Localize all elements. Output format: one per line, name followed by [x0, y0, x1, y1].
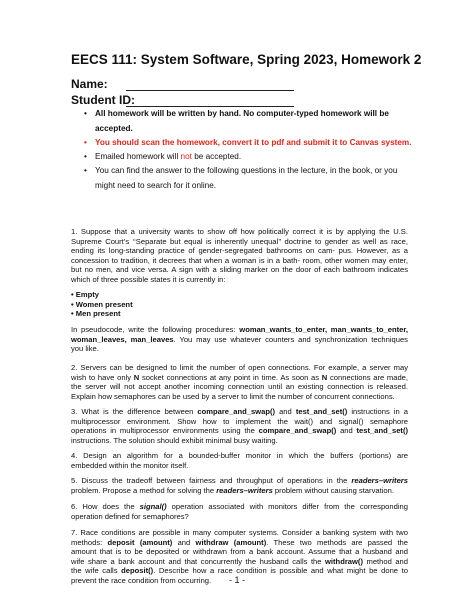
q2-line: 2. Servers can be designed to limit the number of open connections. For example, a server may — [71, 363, 408, 372]
q1-procedure-names: woman_leaves, man_leaves — [71, 334, 174, 344]
question-5 — [71, 476, 408, 495]
state-men-present: • Men present — [71, 309, 121, 319]
page-number: - 1 - — [228, 575, 245, 585]
instruction-text: be accepted. — [191, 152, 242, 161]
question-1 — [71, 227, 408, 285]
q1-line: 1. Suppose that a university wants to show off how politically correct it is by applying the U.S. — [71, 227, 408, 236]
question-6 — [71, 502, 408, 521]
q3-text: instructions in a — [347, 407, 409, 416]
q1-text: . You may use whatever counters and synchronization techniques — [173, 334, 408, 344]
q6-text: operation associated with monitors differ from the corresponding — [166, 502, 408, 511]
q7-withdraw: withdraw (amount) — [195, 537, 267, 547]
q7-text: . Describe how a race condition is possible and what might be done to — [153, 566, 408, 576]
instruction-text: Emailed homework will — [95, 152, 181, 161]
q6-line: operation defined for semaphores? — [71, 511, 189, 521]
q2-text: socket connections at any point in time. As soon as — [139, 372, 322, 382]
q1-line: ending its long-standing practice of gender-segregated bathrooms on cam- pus. However, as a — [71, 246, 408, 256]
q5-text: problem without causing starvation. — [272, 485, 394, 495]
q3-text: and — [336, 426, 357, 436]
q7-deposit: deposit() — [121, 566, 154, 576]
q3-text: operations in multiprocessor environments using the — [71, 426, 259, 436]
q3-text: and — [275, 407, 296, 416]
q7-line: amount that is to be deposited or withdrawn from a bank account. Assume that a husband and — [71, 547, 408, 557]
q7-text: methods: — [71, 537, 108, 547]
question-1-procedures — [71, 325, 408, 354]
q1-line: Supreme Court’s ‘‘Separate but equal is inherently unequal’’ doctrine to gender as well as race, — [71, 236, 408, 246]
q1-procedure-names: woman_wants_to_enter, man_wants_to_enter, — [239, 325, 408, 334]
q3-tas: test_and_set() — [356, 426, 409, 436]
bullet-icon: • — [84, 109, 87, 118]
instruction-item-resources — [84, 163, 414, 193]
q2-n: N — [321, 372, 328, 382]
q2-line: Explain how semaphores can be used by a server to limit the number of concurrent connections. — [71, 391, 395, 401]
instruction-item-handwritten — [84, 106, 414, 136]
q6-signal: signal() — [139, 502, 167, 511]
q5-readers-writers: readers–writers — [351, 476, 408, 485]
q7-text: the wife calls — [71, 566, 122, 576]
state-empty: • Empty — [71, 290, 99, 299]
q7-line: prevent the race condition from occurring. — [71, 575, 212, 585]
q4-line: 4. Design an algorithm for a bounded-buffer monitor in which the buffers (portions) are — [71, 451, 408, 460]
instruction-text: You should scan the homework, convert it to pdf and submit it to Canvas system. — [95, 138, 412, 147]
q3-text: 3. What is the difference between — [71, 407, 198, 416]
q2-text: connections are made, — [327, 372, 408, 382]
q7-text: and — [172, 537, 196, 547]
page-title: EECS 111: System Software, Spring 2023, Homework 2 — [71, 52, 422, 67]
q7-text: wife share a bank account and that concurrently the husband calls the — [71, 556, 326, 566]
instruction-item-email — [84, 149, 414, 164]
q3-cas: compare_and_swap() — [258, 426, 337, 436]
state-women-present: • Women present — [71, 299, 133, 309]
q5-text: 5. Discuss the tradeoff between fairness and throughput of operations in the — [71, 476, 352, 485]
q1-line: which of three possible states it is currently in: — [71, 274, 226, 284]
q7-deposit: deposit (amount) — [107, 537, 173, 547]
q3-line: multiprocessor environment. Show how to implement the wait() and signal() semaphore — [71, 416, 408, 426]
bullet-icon: • — [84, 138, 87, 147]
name-label: Name: — [71, 77, 108, 91]
instruction-text: You can find the answer to the following questions in the lecture, in the book, or you might need to search for it online. — [95, 166, 398, 190]
q7-text: method and — [362, 556, 408, 566]
q1-text: you like. — [71, 344, 99, 354]
student-id-label: Student ID: — [71, 93, 135, 107]
not-emphasis: not — [180, 152, 192, 161]
q1-text: In pseudocode, write the following procedures: — [71, 325, 240, 334]
q5-readers-writers: readers–writers — [216, 485, 273, 495]
instruction-text: All homework will be written by hand. No computer-typed homework will be accepted. — [95, 109, 389, 133]
q2-text: wish to have only — [71, 372, 134, 382]
question-4 — [71, 451, 408, 470]
q1-line: concession to tradition, it decrees that when a woman is in a bath- room, other women may enter, — [71, 255, 408, 265]
q3-cas: compare_and_swap() — [197, 407, 276, 416]
q4-line: embedded within the monitor itself. — [71, 460, 189, 470]
q1-line: but no men, and vice versa. A sign with a sliding marker on the door of each bathroom indicates — [71, 265, 408, 275]
q2-line: the server will not accept another incoming connection until an existing connection is released. — [71, 382, 408, 392]
q7-withdraw: withdraw() — [325, 556, 363, 566]
q2-n: N — [133, 372, 140, 382]
q6-text: 6. How does the — [71, 502, 140, 511]
bullet-icon: • — [84, 166, 87, 175]
q5-text: problem. Propose a method for solving the — [71, 485, 217, 495]
bullet-icon: • — [84, 152, 87, 161]
q7-line: 7. Race conditions are possible in many computer systems. Consider a banking system with two — [71, 528, 408, 537]
question-2 — [71, 363, 408, 401]
q3-line: instructions. The solution should exhibit minimal busy waiting. — [71, 435, 278, 445]
instruction-item-submit — [84, 135, 414, 150]
name-line — [126, 90, 294, 91]
q3-tas: test_and_set() — [295, 407, 348, 416]
q7-text: . These two methods are passed the — [266, 537, 408, 547]
question-3 — [71, 407, 408, 445]
q1-states-list — [71, 290, 133, 319]
